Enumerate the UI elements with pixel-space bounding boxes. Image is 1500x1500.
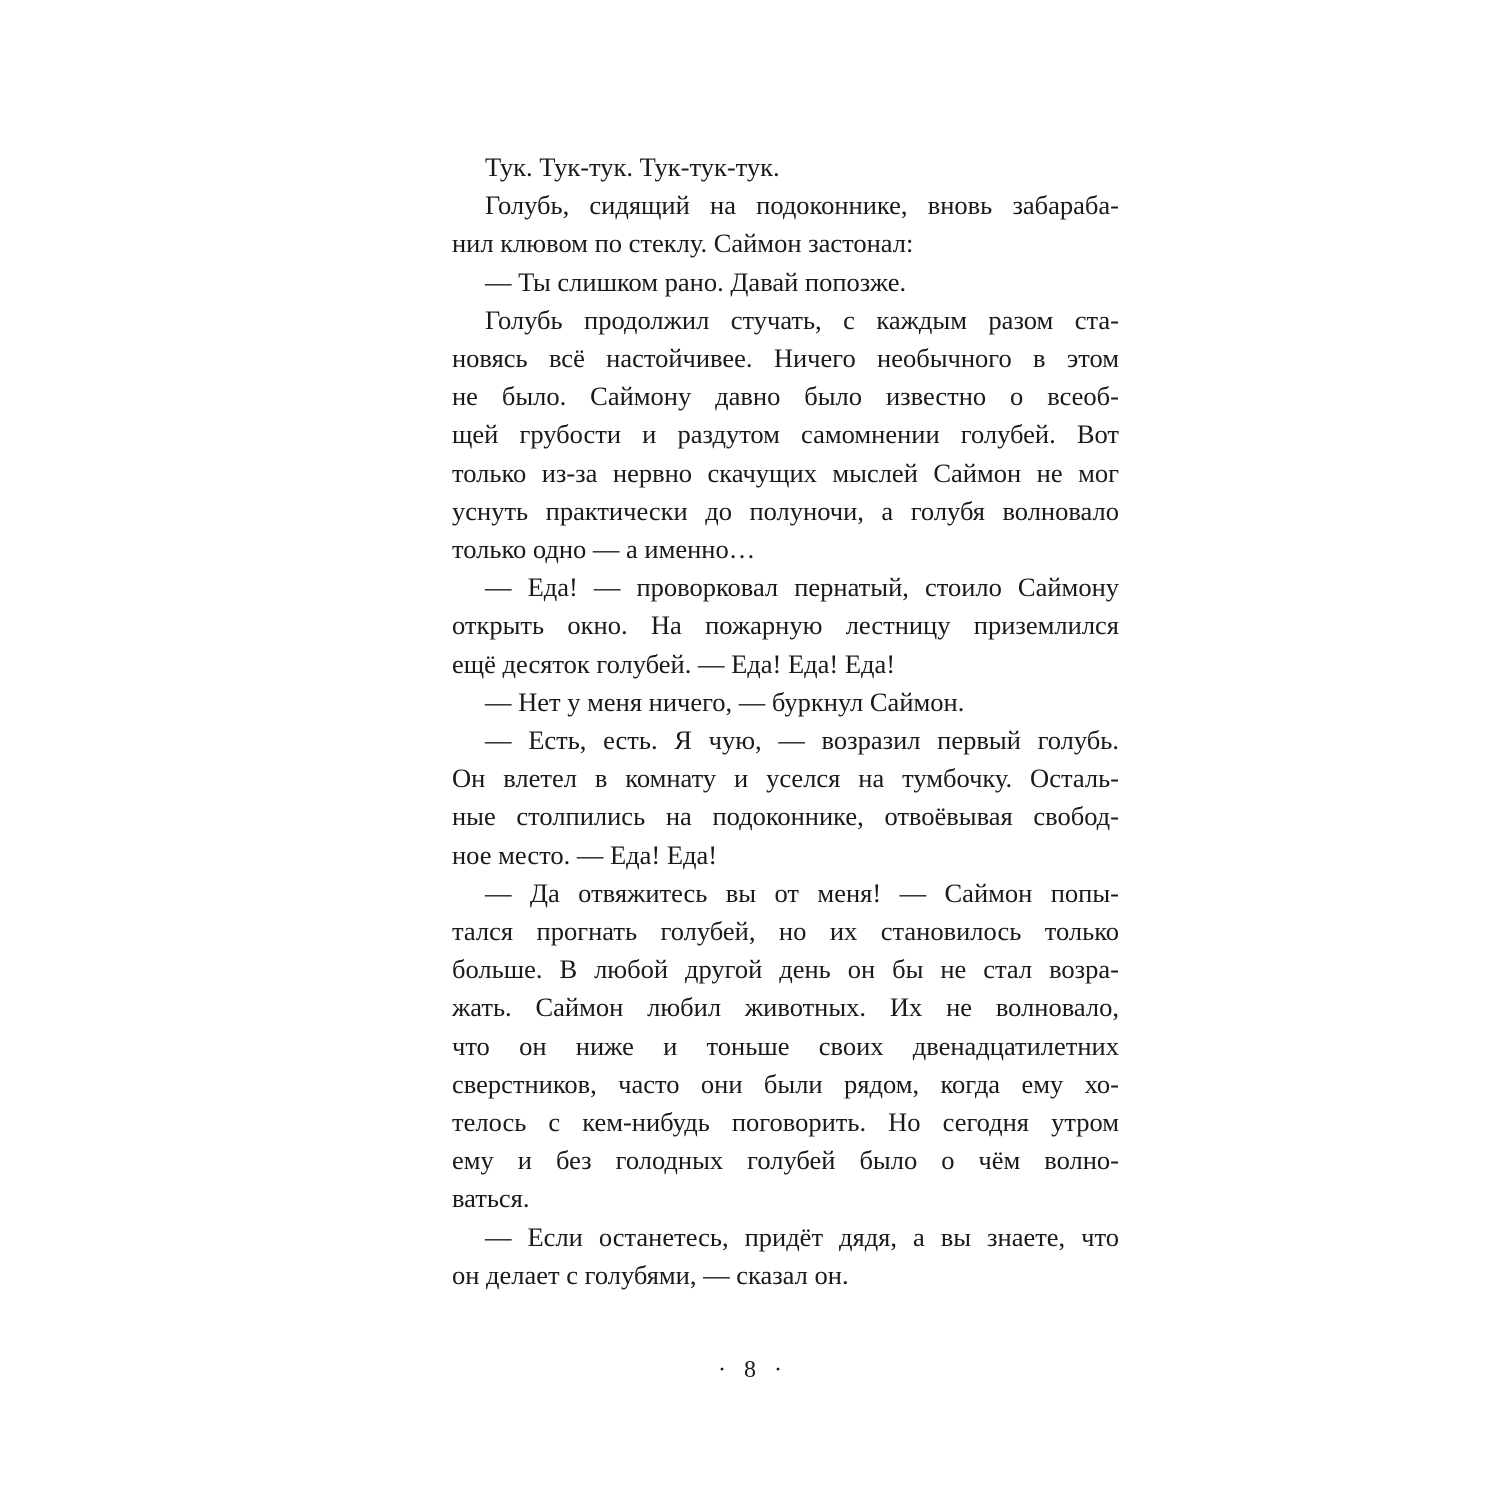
text-line: Он влетел в комнату и уселся на тумбочку. Осталь- (452, 763, 1119, 794)
text-line: Тук. Тук-тук. Тук-тук-тук. (485, 152, 780, 182)
text-line: жать. Саймон любил животных. Их не волновало, (452, 992, 1119, 1023)
text-line: Голубь, сидящий на подоконнике, вновь забараба- (485, 190, 1119, 221)
text-line: ему и без голодных голубей было о чём волно- (452, 1145, 1119, 1176)
text-line: — Нет у меня ничего, — буркнул Саймон. (485, 686, 965, 717)
text-line: ещё десяток голубей. — Еда! Еда! Еда! (452, 648, 896, 679)
text-line: больше. В любой другой день он бы не стал возра- (452, 954, 1119, 985)
text-line: не было. Саймону давно было известно о всеоб- (452, 381, 1119, 412)
text-line: — Если останетесь, придёт дядя, а вы знаете, что (485, 1221, 1119, 1252)
text-line: ное место. — Еда! Еда! (452, 839, 718, 870)
text-line: ваться. (452, 1183, 530, 1214)
page-number: · 8 · (718, 1357, 782, 1383)
text-line: — Есть, есть. Я чую, — возразил первый голубь. (485, 725, 1119, 755)
text-line: — Да отвяжитесь вы от меня! — Саймон попы- (485, 877, 1119, 908)
text-line: открыть окно. На пожарную лестницу приземлился (452, 610, 1119, 641)
text-line: уснуть практически до полуночи, а голубя волновало (452, 495, 1119, 526)
text-line: новясь всё настойчивее. Ничего необычного в этом (452, 343, 1119, 373)
text-line: только одно — а именно… (452, 534, 756, 564)
text-line: щей грубости и раздутом самомнении голубей. Вот (452, 419, 1119, 450)
text-line: только из-за нервно скачущих мыслей Саймон не мог (452, 457, 1119, 488)
text-line: тался прогнать голубей, но их становилось только (452, 916, 1119, 946)
text-line: — Еда! — проворковал пернатый, стоило Саймону (485, 572, 1119, 603)
text-line: нил клювом по стеклу. Саймон застонал: (452, 228, 914, 259)
text-line: сверстников, часто они были рядом, когда ему хо- (452, 1068, 1119, 1099)
text-line: он делает с голубями, — сказал он. (452, 1259, 849, 1290)
text-line: ные столпились на подоконнике, отвоёвывая свобод- (452, 801, 1119, 832)
text-line: телось с кем-нибудь поговорить. Но сегодня утром (452, 1107, 1119, 1137)
text-line: Голубь продолжил стучать, с каждым разом ста- (485, 304, 1119, 335)
text-line: — Ты слишком рано. Давай попозже. (485, 266, 907, 297)
text-line: что он ниже и тоньше своих двенадцатилетних (452, 1030, 1119, 1061)
